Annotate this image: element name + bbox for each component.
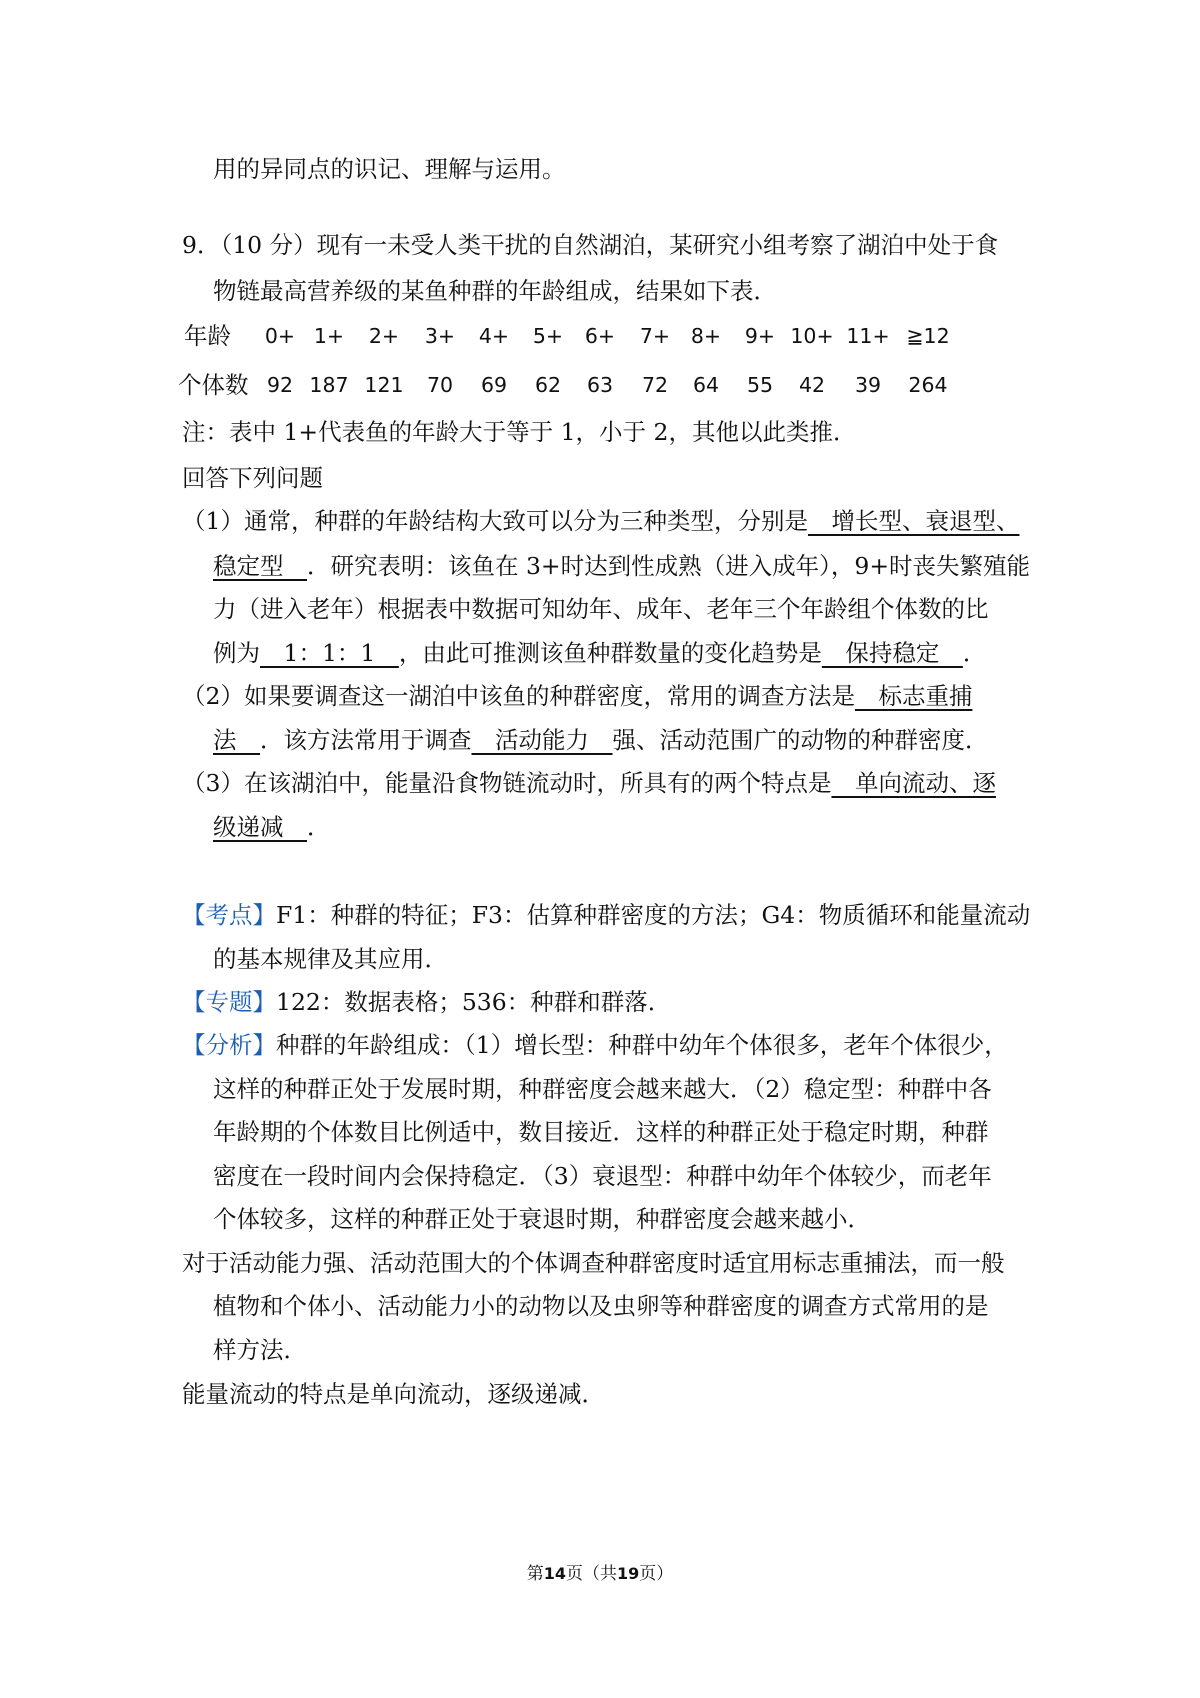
part-2-text: 强、活动范围广的动物的种群密度． — [612, 726, 989, 754]
table-row-age — [182, 319, 1042, 353]
table-cell: ≧12 — [906, 324, 950, 348]
table-cell: 5+ — [532, 324, 564, 348]
table-cell: 55 — [746, 373, 774, 397]
current-page-number: 14 — [543, 1564, 566, 1583]
part-3-text: （3）在该湖泊中，能量沿食物链流动时，所具有的两个特点是 — [182, 769, 832, 797]
part-3-line-1 — [182, 766, 996, 800]
table-cell: 3+ — [424, 324, 456, 348]
table-cell: 4+ — [478, 324, 510, 348]
fenxi-text: 种群的年龄组成：（1）增长型：种群中幼年个体很多，老年个体很少， — [276, 1031, 1008, 1059]
table-header-age: 年龄 — [184, 322, 231, 350]
paragraph-2-line-1: 对于活动能力强、活动范围大的个体调查种群密度时适宜用标志重捕法，而一般 — [182, 1249, 1005, 1277]
answer-blank: 单向流动、逐 — [831, 769, 996, 797]
table-cell: 63 — [586, 373, 614, 397]
zhuanti-text: 122：数据表格；536：种群和群落． — [276, 988, 672, 1016]
footer-text: 第 — [526, 1564, 544, 1584]
table-cell: 11+ — [846, 324, 890, 348]
kaodian-line-1 — [182, 898, 1030, 932]
footer-text: 页） — [639, 1564, 674, 1584]
part-3-text: ． — [307, 813, 331, 841]
part-1-text: ．研究表明：该鱼在 3+时达到性成熟（进入成年），9+时丧失繁殖能 — [307, 552, 1031, 580]
page-footer — [0, 1562, 1200, 1586]
paragraph-3: 能量流动的特点是单向流动，逐级递减． — [182, 1380, 605, 1408]
total-page-number: 19 — [617, 1564, 640, 1583]
table-cell: 39 — [854, 373, 882, 397]
fenxi-line-3: 年龄期的个体数目比例适中，数目接近．这样的种群正处于稳定时期，种群 — [213, 1118, 989, 1146]
table-cell: 69 — [480, 373, 508, 397]
answer-blank: 增长型、衰退型、 — [807, 507, 1020, 535]
question-line-1: 9．（10 分）现有一未受人类干扰的自然湖泊，某研究小组考察了湖泊中处于食 — [182, 231, 999, 259]
part-2-text: ．该方法常用于调查 — [260, 726, 472, 754]
answer-blank: 标志重捕 — [854, 682, 973, 710]
kaodian-text: F1：种群的特征；F3：估算种群密度的方法；G4：物质循环和能量流动 — [276, 901, 1031, 929]
fenxi-line-5: 个体较多，这样的种群正处于衰退时期，种群密度会越来越小． — [213, 1205, 871, 1233]
table-cell: 264 — [908, 373, 948, 397]
part-2-line-1 — [182, 679, 972, 713]
part-1-line-1 — [182, 504, 1019, 538]
part-3-line-2 — [213, 810, 331, 844]
table-cell: 64 — [692, 373, 720, 397]
paragraph-2-line-3: 样方法． — [213, 1336, 307, 1364]
table-cell: 70 — [426, 373, 454, 397]
table-cell: 0+ — [264, 324, 296, 348]
fenxi-tag: 【分析】 — [182, 1031, 276, 1059]
answer-blank: 级递减 — [213, 813, 307, 841]
paragraph-2-line-2: 植物和个体小、活动能力小的动物以及虫卵等种群密度的调查方式常用的是 — [213, 1292, 989, 1320]
table-header-count: 个体数 — [178, 371, 249, 399]
table-cell: 2+ — [368, 324, 400, 348]
answer-blank: 活动能力 — [471, 726, 613, 754]
kaodian-tag: 【考点】 — [182, 901, 276, 929]
zhuanti-line — [182, 985, 671, 1019]
table-cell: 8+ — [690, 324, 722, 348]
fenxi-line-1 — [182, 1028, 1008, 1062]
previous-text-tail: 用的异同点的识记、理解与运用。 — [213, 155, 566, 183]
answer-intro: 回答下列问题 — [182, 464, 323, 492]
answer-blank: 1：1：1 — [260, 639, 399, 667]
part-1-text: ． — [962, 639, 987, 667]
table-cell: 6+ — [584, 324, 616, 348]
table-cell: 92 — [266, 373, 294, 397]
part-1-text: 例为 — [213, 639, 260, 667]
table-cell: 121 — [364, 373, 404, 397]
table-cell: 10+ — [790, 324, 834, 348]
table-cell: 42 — [798, 373, 826, 397]
part-1-text: ，由此可推测该鱼种群数量的变化趋势是 — [398, 639, 822, 667]
question-line-2: 物链最高营养级的某鱼种群的年龄组成，结果如下表． — [213, 277, 777, 305]
zhuanti-tag: 【专题】 — [182, 988, 276, 1016]
table-cell: 62 — [534, 373, 562, 397]
table-cell: 72 — [641, 373, 669, 397]
table-note: 注：表中 1+代表鱼的年龄大于等于 1，小于 2，其他以此类推． — [182, 418, 857, 446]
footer-text: 页（共 — [566, 1564, 617, 1584]
table-cell: 1+ — [313, 324, 345, 348]
answer-blank: 稳定型 — [213, 552, 307, 580]
fenxi-line-2: 这样的种群正处于发展时期，种群密度会越来越大．（2）稳定型：种群中各 — [213, 1075, 992, 1103]
part-1-text: （1）通常，种群的年龄结构大致可以分为三种类型，分别是 — [182, 507, 808, 535]
kaodian-line-2: 的基本规律及其应用． — [213, 945, 448, 973]
table-cell: 187 — [309, 373, 349, 397]
fenxi-line-4: 密度在一段时间内会保持稳定．（3）衰退型：种群中幼年个体较少，而老年 — [213, 1162, 992, 1190]
part-1-line-3: 力（进入老年）根据表中数据可知幼年、成年、老年三个年龄组个体数的比 — [213, 595, 989, 623]
table-cell: 7+ — [639, 324, 671, 348]
answer-blank: 法 — [213, 726, 260, 754]
table-row-count — [178, 368, 1042, 402]
part-2-line-2 — [213, 723, 989, 757]
part-1-line-4 — [213, 636, 986, 670]
part-2-text: （2）如果要调查这一湖泊中该鱼的种群密度，常用的调查方法是 — [182, 682, 855, 710]
table-cell: 9+ — [744, 324, 776, 348]
answer-blank: 保持稳定 — [821, 639, 963, 667]
part-1-line-2 — [213, 549, 1030, 583]
